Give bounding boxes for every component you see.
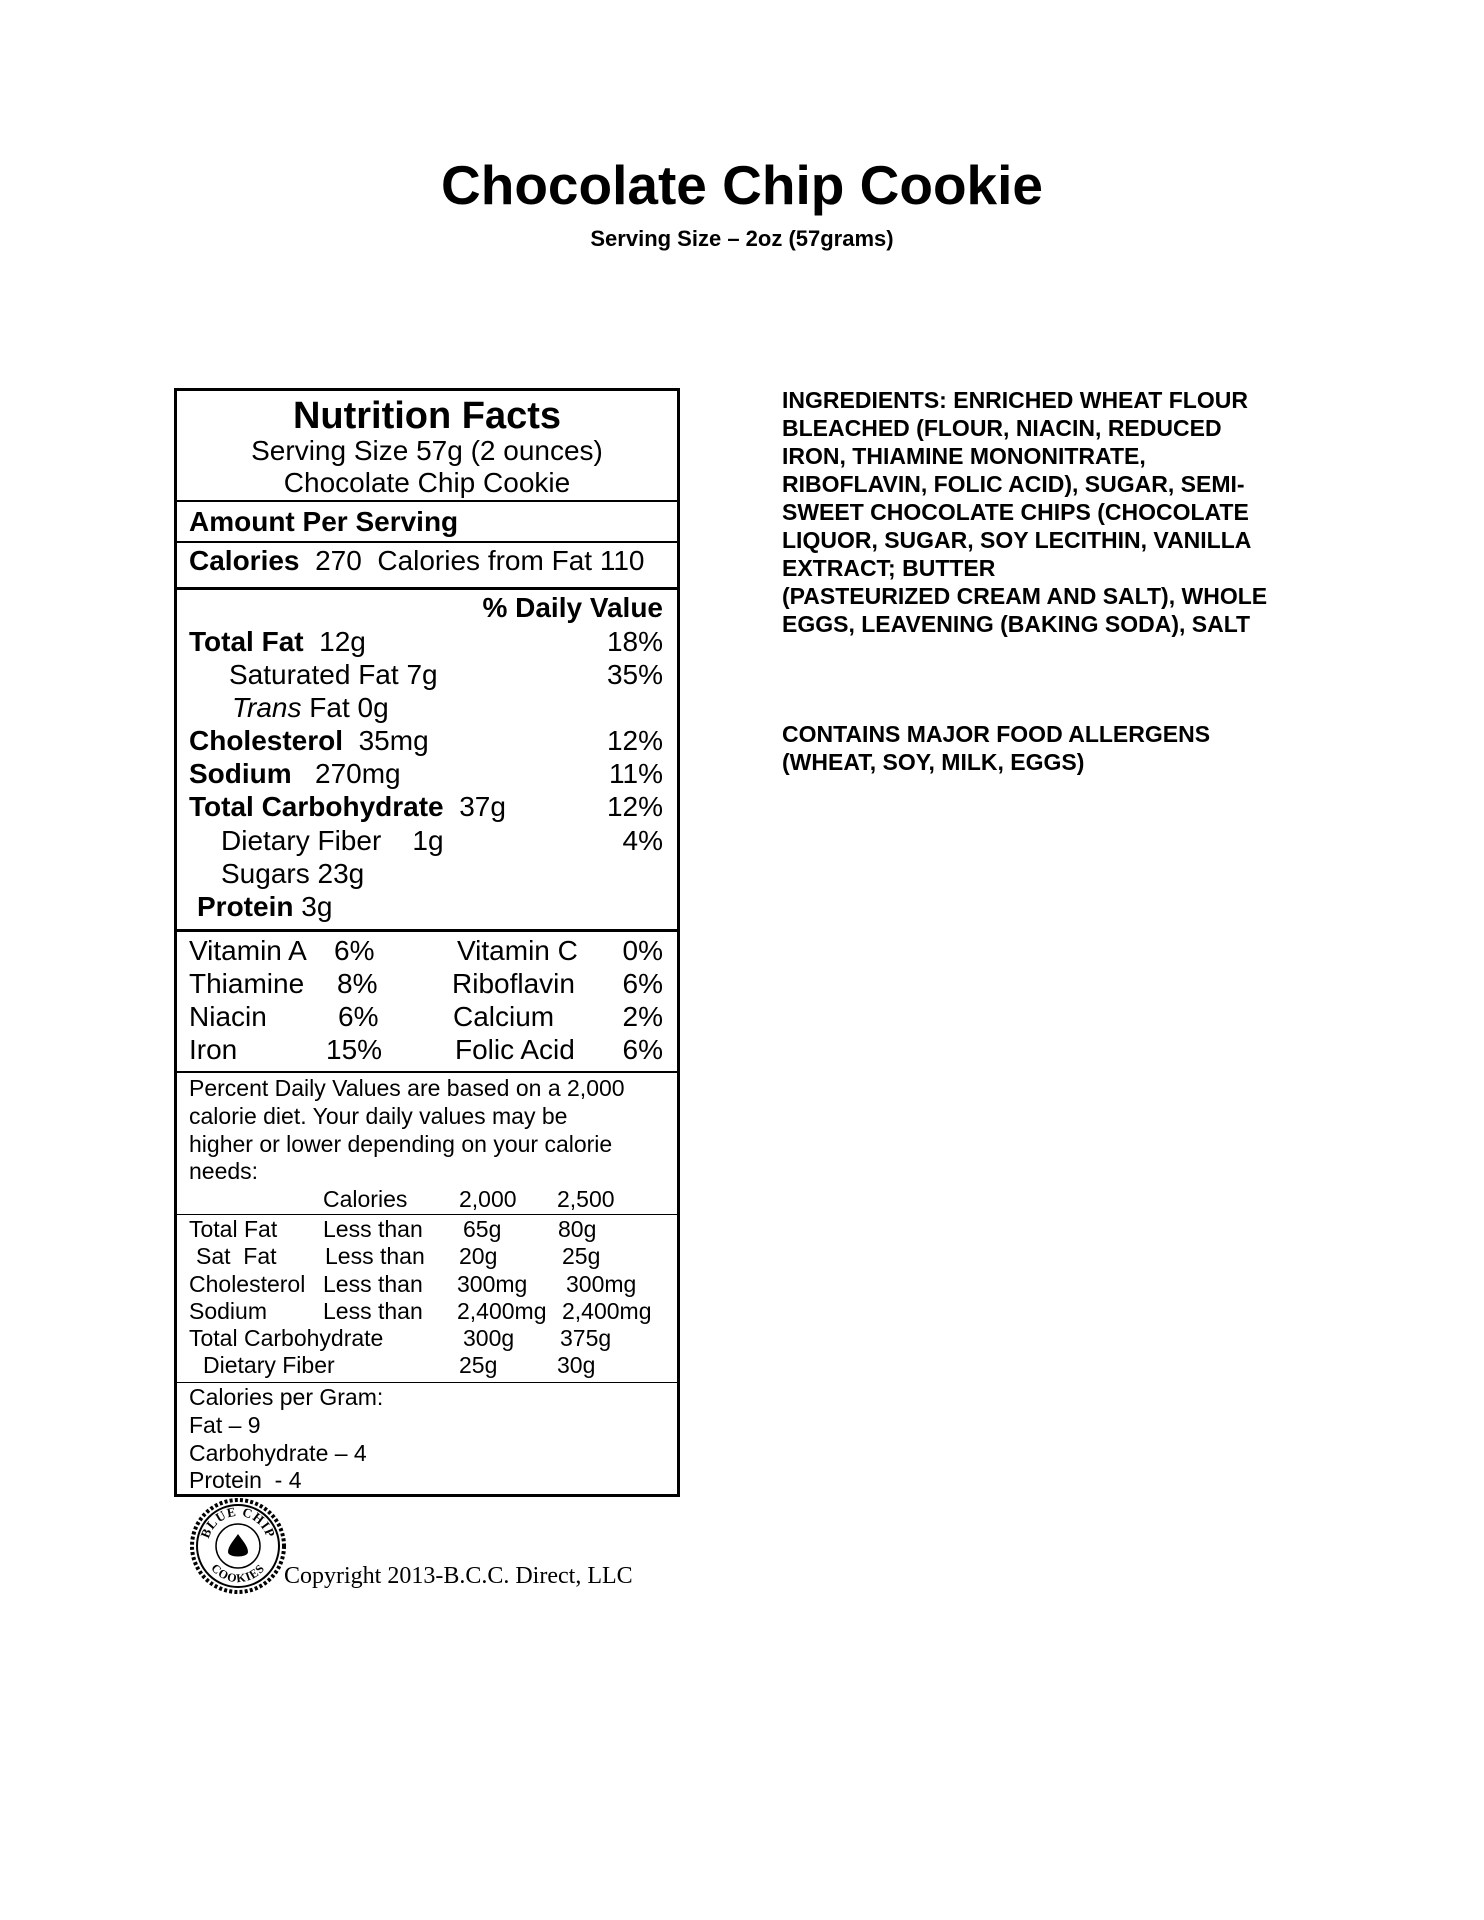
- sat-fat-amount: 7g: [406, 659, 438, 690]
- table-row-v1: 25g: [459, 1352, 498, 1378]
- sodium-label: Sodium: [189, 758, 292, 789]
- divider: [177, 541, 677, 543]
- divider: [177, 500, 677, 502]
- allergens-block: [782, 720, 1342, 776]
- total-fat-amount: 12g: [319, 626, 366, 657]
- fiber-row: [221, 827, 444, 855]
- cal-per-gram-line: Fat – 9: [189, 1412, 261, 1438]
- trans-fat-italic: Trans: [232, 692, 302, 723]
- table-row-v2: 300mg: [566, 1271, 637, 1297]
- table-row-qualifier: Less than: [325, 1243, 425, 1269]
- logo-top-text: BLUE CHIP: [197, 1503, 279, 1541]
- folic-acid-value: 6%: [622, 1034, 663, 1065]
- table-row-v2: 25g: [562, 1243, 601, 1269]
- footnote-line: calorie diet. Your daily values may be: [189, 1103, 568, 1129]
- vitamin-c-label: Vitamin C: [457, 935, 578, 966]
- nutrition-heading: Nutrition Facts: [292, 395, 562, 437]
- calories-fat-label: Calories from Fat: [377, 545, 593, 576]
- footnote-line: higher or lower depending on your calorie: [189, 1131, 613, 1157]
- table-row-v2: 2,400mg: [562, 1298, 652, 1324]
- table-row-qualifier: Less than: [323, 1298, 423, 1324]
- sat-fat-row: [229, 661, 438, 689]
- total-carb-dv: 12%: [606, 791, 663, 822]
- thiamine-value: 8%: [337, 968, 378, 999]
- page-title: Chocolate Chip Cookie: [441, 154, 1043, 216]
- table-row-v2: 30g: [557, 1352, 596, 1378]
- sodium-row: [189, 760, 401, 788]
- calories-label: Calories: [189, 545, 300, 576]
- ingredients-line: RIBOFLAVIN, FOLIC ACID), SUGAR, SEMI-: [782, 471, 1245, 497]
- ingredients-line: IRON, THIAMINE MONONITRATE,: [782, 443, 1146, 469]
- table-header-2000: 2,000: [459, 1186, 517, 1212]
- cholesterol-row: [189, 727, 429, 755]
- sugars-amount: 23g: [317, 858, 365, 889]
- blue-chip-cookies-logo: [188, 1496, 288, 1596]
- niacin-value: 6%: [338, 1001, 379, 1032]
- table-row-qualifier: Less than: [323, 1271, 423, 1297]
- vitamin-a-label: Vitamin A: [189, 935, 307, 966]
- nutrition-facts-panel: [174, 388, 680, 1497]
- protein-label: Protein: [197, 891, 294, 922]
- folic-acid-label: Folic Acid: [455, 1034, 575, 1065]
- table-row-v2: 80g: [558, 1216, 597, 1242]
- protein-row: [197, 893, 332, 921]
- trans-fat-label: Fat: [309, 692, 350, 723]
- calories-row: [189, 547, 644, 575]
- footnote-line: Percent Daily Values are based on a 2,000: [189, 1075, 625, 1101]
- cal-per-gram-line: Calories per Gram:: [189, 1384, 384, 1410]
- table-row-qualifier: Less than: [323, 1216, 423, 1242]
- table-row-v1: 2,400mg: [457, 1298, 547, 1324]
- vitamin-c-value: 0%: [622, 935, 663, 966]
- sodium-dv: 11%: [609, 758, 663, 789]
- thiamine-label: Thiamine: [189, 968, 305, 999]
- table-row-nutrient: Total Carbohydrate: [189, 1325, 384, 1351]
- table-row-nutrient: Total Fat: [189, 1216, 278, 1242]
- sat-fat-dv: 35%: [606, 659, 663, 690]
- riboflavin-value: 6%: [622, 968, 663, 999]
- fiber-amount: 1g: [412, 825, 444, 856]
- cholesterol-amount: 35mg: [358, 725, 429, 756]
- page-subtitle: Serving Size – 2oz (57grams): [590, 226, 894, 251]
- thick-divider: [177, 587, 677, 590]
- table-header-calories: Calories: [323, 1186, 408, 1212]
- divider: [177, 1214, 677, 1215]
- table-row-nutrient: Sodium: [189, 1298, 267, 1324]
- iron-value: 15%: [326, 1034, 383, 1065]
- table-row-v1: 300mg: [457, 1271, 528, 1297]
- cholesterol-label: Cholesterol: [189, 725, 344, 756]
- ingredients-line: BLEACHED (FLOUR, NIACIN, REDUCED: [782, 415, 1222, 441]
- total-fat-label: Total Fat: [189, 626, 304, 657]
- calories-value: 270: [315, 545, 362, 576]
- cholesterol-dv: 12%: [606, 725, 663, 756]
- table-row-v1: 20g: [459, 1243, 498, 1269]
- allergens-line: (WHEAT, SOY, MILK, EGGS): [782, 749, 1085, 775]
- total-carb-label: Total Carbohydrate: [189, 791, 444, 822]
- serving-size-line: Serving Size 57g (2 ounces): [251, 435, 603, 466]
- sodium-amount: 270mg: [315, 758, 401, 789]
- amount-per-serving: Amount Per Serving: [189, 506, 459, 537]
- riboflavin-label: Riboflavin: [452, 968, 575, 999]
- table-row-v2: 375g: [560, 1325, 612, 1351]
- table-row-nutrient: Cholesterol: [189, 1271, 306, 1297]
- total-carb-row: [189, 793, 506, 821]
- serving-product-line: Chocolate Chip Cookie: [283, 467, 571, 498]
- protein-amount: 3g: [301, 891, 333, 922]
- ingredients-line: EXTRACT; BUTTER: [782, 555, 996, 581]
- allergens-line: CONTAINS MAJOR FOOD ALLERGENS: [782, 721, 1211, 747]
- calcium-value: 2%: [622, 1001, 663, 1032]
- vitamin-a-value: 6%: [334, 935, 375, 966]
- calories-fat-value: 110: [599, 545, 645, 576]
- cal-per-gram-line: Carbohydrate – 4: [189, 1440, 367, 1466]
- table-row-v1: 300g: [463, 1325, 515, 1351]
- ingredients-line: EGGS, LEAVENING (BAKING SODA), SALT: [782, 611, 1251, 637]
- total-fat-row: [189, 628, 366, 656]
- table-row-v1: 65g: [463, 1216, 502, 1242]
- ingredients-line: INGREDIENTS: ENRICHED WHEAT FLOUR: [782, 387, 1248, 413]
- footnote-line: needs:: [189, 1158, 259, 1184]
- niacin-label: Niacin: [189, 1001, 267, 1032]
- sugars-row: [221, 860, 364, 888]
- logo-bottom-text: COOKIES: [208, 1560, 268, 1586]
- iron-label: Iron: [189, 1034, 238, 1065]
- total-fat-dv: 18%: [606, 626, 663, 657]
- trans-fat-amount: 0g: [357, 692, 389, 723]
- divider: [177, 1382, 677, 1383]
- thick-divider: [177, 929, 677, 932]
- fiber-label: Dietary Fiber: [221, 825, 382, 856]
- ingredients-line: (PASTEURIZED CREAM AND SALT), WHOLE: [782, 583, 1268, 609]
- cal-per-gram-line: Protein - 4: [189, 1467, 302, 1493]
- sugars-label: Sugars: [221, 858, 310, 889]
- sat-fat-label: Saturated Fat: [229, 659, 399, 690]
- divider: [177, 1071, 677, 1073]
- table-row-nutrient: Dietary Fiber: [203, 1352, 335, 1378]
- ingredients-block: [782, 386, 1342, 638]
- total-carb-amount: 37g: [459, 791, 506, 822]
- ingredients-line: LIQUOR, SUGAR, SOY LECITHIN, VANILLA: [782, 527, 1252, 553]
- copyright-text: Copyright 2013-B.C.C. Direct, LLC: [284, 1563, 633, 1589]
- daily-value-header: % Daily Value: [482, 592, 663, 623]
- table-header-2500: 2,500: [557, 1186, 615, 1212]
- ingredients-line: SWEET CHOCOLATE CHIPS (CHOCOLATE: [782, 499, 1249, 525]
- table-row-nutrient: Sat Fat: [196, 1243, 277, 1269]
- fiber-dv: 4%: [622, 825, 663, 856]
- calcium-label: Calcium: [453, 1001, 555, 1032]
- trans-fat-row: [232, 694, 389, 722]
